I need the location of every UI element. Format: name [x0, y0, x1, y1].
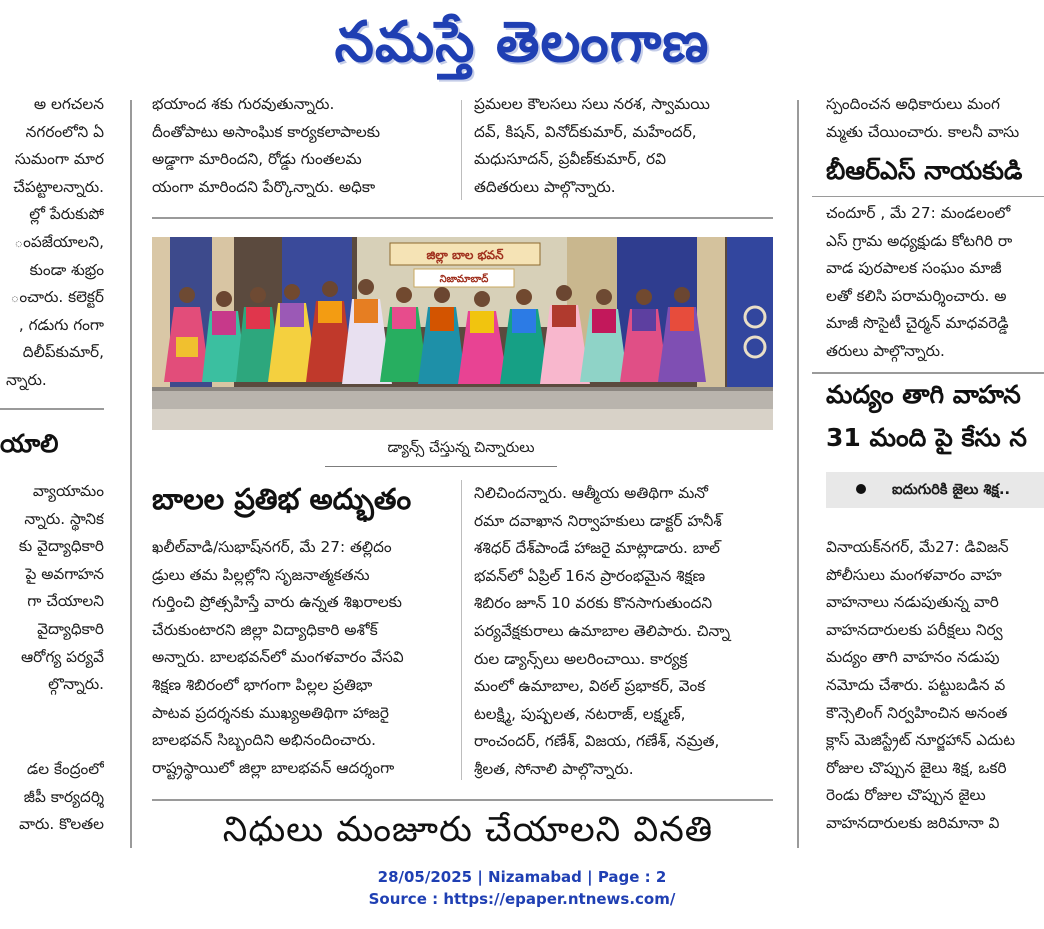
top-story-rule [152, 217, 773, 219]
masthead-title: నమస్తే తెలంగాణ [334, 10, 710, 75]
left-line: న్నారు. స్థానిక [24, 509, 104, 528]
footer-source-line[interactable]: Source : https://epaper.ntnews.com/ [368, 890, 676, 908]
footer-date-line: 28/05/2025 | Nizamabad | Page : 2 [377, 868, 667, 886]
top-story-line: తదితరులు పాల్గొన్నారు. [474, 177, 616, 196]
main-story-line: చేరుకుంటారని జిల్లా విద్యాధికారి అశోక్ [152, 620, 378, 639]
right-section-rule [812, 372, 1044, 374]
bottom-story-rule [152, 799, 773, 801]
right-line: వాహనదారులకు జరిమానా వి [826, 813, 1000, 832]
photo-caption: డ్యాన్స్ చేస్తున్న చిన్నారులు [387, 440, 535, 456]
left-line: దిలీప్‌కుమార్, [22, 343, 104, 362]
main-story-line: అన్నారు. బాలభవన్‌లో మంగళవారం వేసవి [152, 648, 404, 667]
left-line: పై అవగాహన [25, 564, 104, 583]
left-line: చేపట్టాలన్నారు. [13, 177, 104, 196]
left-line: గా చేయాలని [27, 592, 104, 611]
right-line: తరులు పాల్గొన్నారు. [826, 341, 945, 360]
right-line: వాహనాలు నడుపుతున్న వారి [826, 593, 999, 612]
right-line: లతో కలిసి పరామర్శించారు. అ [826, 286, 1007, 305]
right-line: ఎస్ గ్రామ అధ్యక్షుడు కోటగిరి రా [826, 231, 1013, 250]
caption-underline [325, 466, 557, 467]
column-rule-right [797, 100, 799, 848]
main-story-line: పాటవ ప్రదర్శనకు ముఖ్యఅతిథిగా హాజరై [152, 703, 389, 722]
left-headline: యాలి [0, 429, 59, 458]
right-headline-2b: 31 మంది పై కేసు న [826, 423, 1027, 452]
main-story-line: శిక్షణ శిబిరంలో భాగంగా పిల్లల ప్రతిభా [152, 675, 373, 694]
left-line: , గడుగు గంగా [18, 315, 104, 334]
left-line: ల్లో పేరుకుపో [29, 205, 104, 224]
left-column-mid [0, 478, 104, 699]
right-headline-rule [812, 196, 1044, 197]
right-bullet-text: ఐదుగురికి జైలు శిక్ష.. [892, 482, 1010, 498]
left-line: వారు. కొలతల [19, 815, 104, 834]
main-story-line: టలక్ష్మి, పుష్పలత, నటరాజ్, లక్ష్మణ్, [474, 704, 686, 723]
main-story-line: శిబిరం జూన్ 10 వరకు కొనసాగుతుందని [474, 594, 713, 613]
main-story-line: డ్రులు తమ పిల్లల్లోని సృజనాత్మకతను [152, 565, 370, 584]
left-line: సుమంగా మార [14, 150, 104, 169]
right-line: రోజుల చొప్పున జైలు శిక్ష, ఒకరి [826, 758, 1007, 777]
right-line: క్లాస్ మెజిస్ట్రేట్ నూర్జహాన్ ఎదుట [826, 731, 1016, 750]
top-story-line: భయాంద శకు గురవుతున్నారు. [152, 95, 335, 113]
dance-photo-illustration [152, 237, 773, 430]
main-story-line: బాలభవన్ సిబ్బందిని అభినందించారు. [152, 731, 376, 750]
top-story-line: దవ్, కిషన్, వినోద్‌కుమార్, మహేందర్, [474, 122, 697, 141]
main-story-col2 [474, 480, 774, 784]
main-story-line: రాష్ట్రస్థాయిలో జిల్లా బాలభవన్ ఆదర్శంగా [152, 758, 395, 777]
top-story-line: యంగా మారిందని పేర్కొన్నారు. అధికా [152, 177, 376, 196]
right-line: వినాయక్‌నగర్, మే27: డివిజన్ [826, 538, 1009, 556]
left-line: న్నారు. [6, 370, 47, 389]
right-line: నమోదు చేశారు. పట్టుబడిన వ [826, 675, 1006, 694]
left-line: ంచారు. కలెక్టర్ [10, 288, 104, 307]
top-story-line: అడ్డాగా మారిందని, రోడ్డు గుంతలమ [152, 150, 362, 169]
main-story-line: ఖలీల్‌వాడి/సుభాష్‌నగర్, మే 27: తల్లిదం [152, 538, 392, 556]
left-line: కు వైద్యాధికారి [18, 537, 104, 556]
main-story-line: రాంచందర్, గణేశ్, విజయ, గణేశ్, నమ్రత, [474, 732, 720, 751]
main-story-line: పర్యవేక్షకురాలు ఉమాబాల తెలిపారు. చిన్నా [474, 621, 731, 640]
photo-banner-text: జిల్లా బాల భవన్ [426, 248, 504, 262]
main-story-line: రుల డ్యాన్స్‌లు అలరించాయి. కార్యక్ర [474, 649, 688, 668]
main-story-divider [461, 480, 462, 780]
top-story-col1 [152, 91, 450, 201]
bullet-icon [856, 484, 866, 494]
left-line: వైద్యాధికారి [37, 619, 104, 638]
photo-sub-banner: నిజామాబాద్ [439, 274, 489, 285]
right-line: రెండు రోజుల చొప్పున జైలు [826, 786, 986, 805]
left-line: కుండా శుభ్రం [29, 260, 104, 279]
right-headline-1: బీఆర్ఎస్ నాయకుడి [826, 156, 1023, 185]
right-line: స్పందించన అధికారులు మంగ [826, 95, 1000, 113]
right-line: వాడ పురపాలక సంఘం మాజీ [826, 259, 1002, 278]
bottom-headline: నిధులు మంజూరు చేయాలని వినతి [222, 810, 714, 850]
top-story-divider [461, 100, 462, 200]
main-story-line: మంలో ఉమాబాల, విఠల్ ప్రభాకర్, వెంక [474, 677, 706, 696]
left-line: ఆరోగ్య పర్యవే [20, 647, 104, 666]
main-story-line: శశిధర్ దేశ్‌పాండే హాజరై మాట్లాడారు. బాల్ [474, 539, 720, 558]
right-line: మాజీ సొసైటీ చైర్మన్ మాధవరెడ్డి [826, 314, 1009, 333]
top-story-line: మధుసూదన్, ప్రవీణ్‌కుమార్, రవి [474, 150, 666, 169]
right-line: మ్మతు చేయించారు. కాలనీ వాసు [826, 122, 1020, 141]
dance-photo [152, 237, 773, 430]
right-column-mid [826, 200, 1044, 366]
right-line: వాహనదారులకు పరీక్షలు నిర్వ [826, 620, 1003, 639]
main-story-line: శ్రీలత, సోనాలి పాల్గొన్నారు. [474, 759, 634, 778]
page-footer [0, 866, 1044, 910]
right-column-bottom [826, 534, 1044, 838]
main-story-line: భవన్‌లో ఏప్రిల్ 16న ప్రారంభమైన శిక్షణ [474, 566, 706, 585]
left-line: ల్గొన్నారు. [48, 675, 104, 694]
left-line: అ లగచలన [33, 95, 104, 113]
left-line: డల కేంద్రంలో [26, 760, 104, 778]
left-line: ంపజేయాలని, [14, 232, 104, 251]
top-story-line: దీంతోపాటు అసాంఘిక కార్యకలాపాలకు [152, 122, 381, 141]
main-story-col1 [152, 534, 450, 782]
right-headline-2a: మద్యం తాగి వాహన [826, 380, 1021, 409]
right-line: కౌన్సెలింగ్ నిర్వహించిన అనంత [826, 703, 1008, 722]
left-line: జీపీ కార్యదర్శి [23, 787, 104, 806]
masthead [0, 0, 1044, 92]
main-story-headline: బాలల ప్రతిభ అద్భుతం [152, 482, 412, 516]
left-line: వ్యాయామం [32, 482, 104, 500]
right-line: మద్యం తాగి వాహనం నడుపు [826, 648, 1000, 667]
top-story-line: ప్రమలల కౌలసలు సలు నరశ, స్వామయి [474, 95, 710, 113]
main-story-line: రమా దవాఖాన నిర్వాహకులు డాక్టర్ హనీశ్ [474, 511, 722, 530]
left-section-rule [0, 408, 104, 410]
left-column-top [0, 91, 104, 395]
column-rule-left [130, 100, 132, 848]
top-story-col2 [474, 91, 774, 201]
left-line: నగరంలోని ఏ [25, 122, 104, 141]
left-column-bottom [0, 756, 104, 839]
right-line: చందూర్ , మే 27: మండలంలో [826, 204, 1011, 222]
right-column-top [826, 91, 1044, 146]
right-line: పోలీసులు మంగళవారం వాహ [826, 565, 1002, 584]
main-story-line: నిలిచిందన్నారు. ఆత్మీయ అతిథిగా మనో [474, 484, 709, 502]
main-story-line: గుర్తించి ప్రోత్సహిస్తే వారు ఉన్నత శిఖరాలకు [152, 593, 402, 612]
